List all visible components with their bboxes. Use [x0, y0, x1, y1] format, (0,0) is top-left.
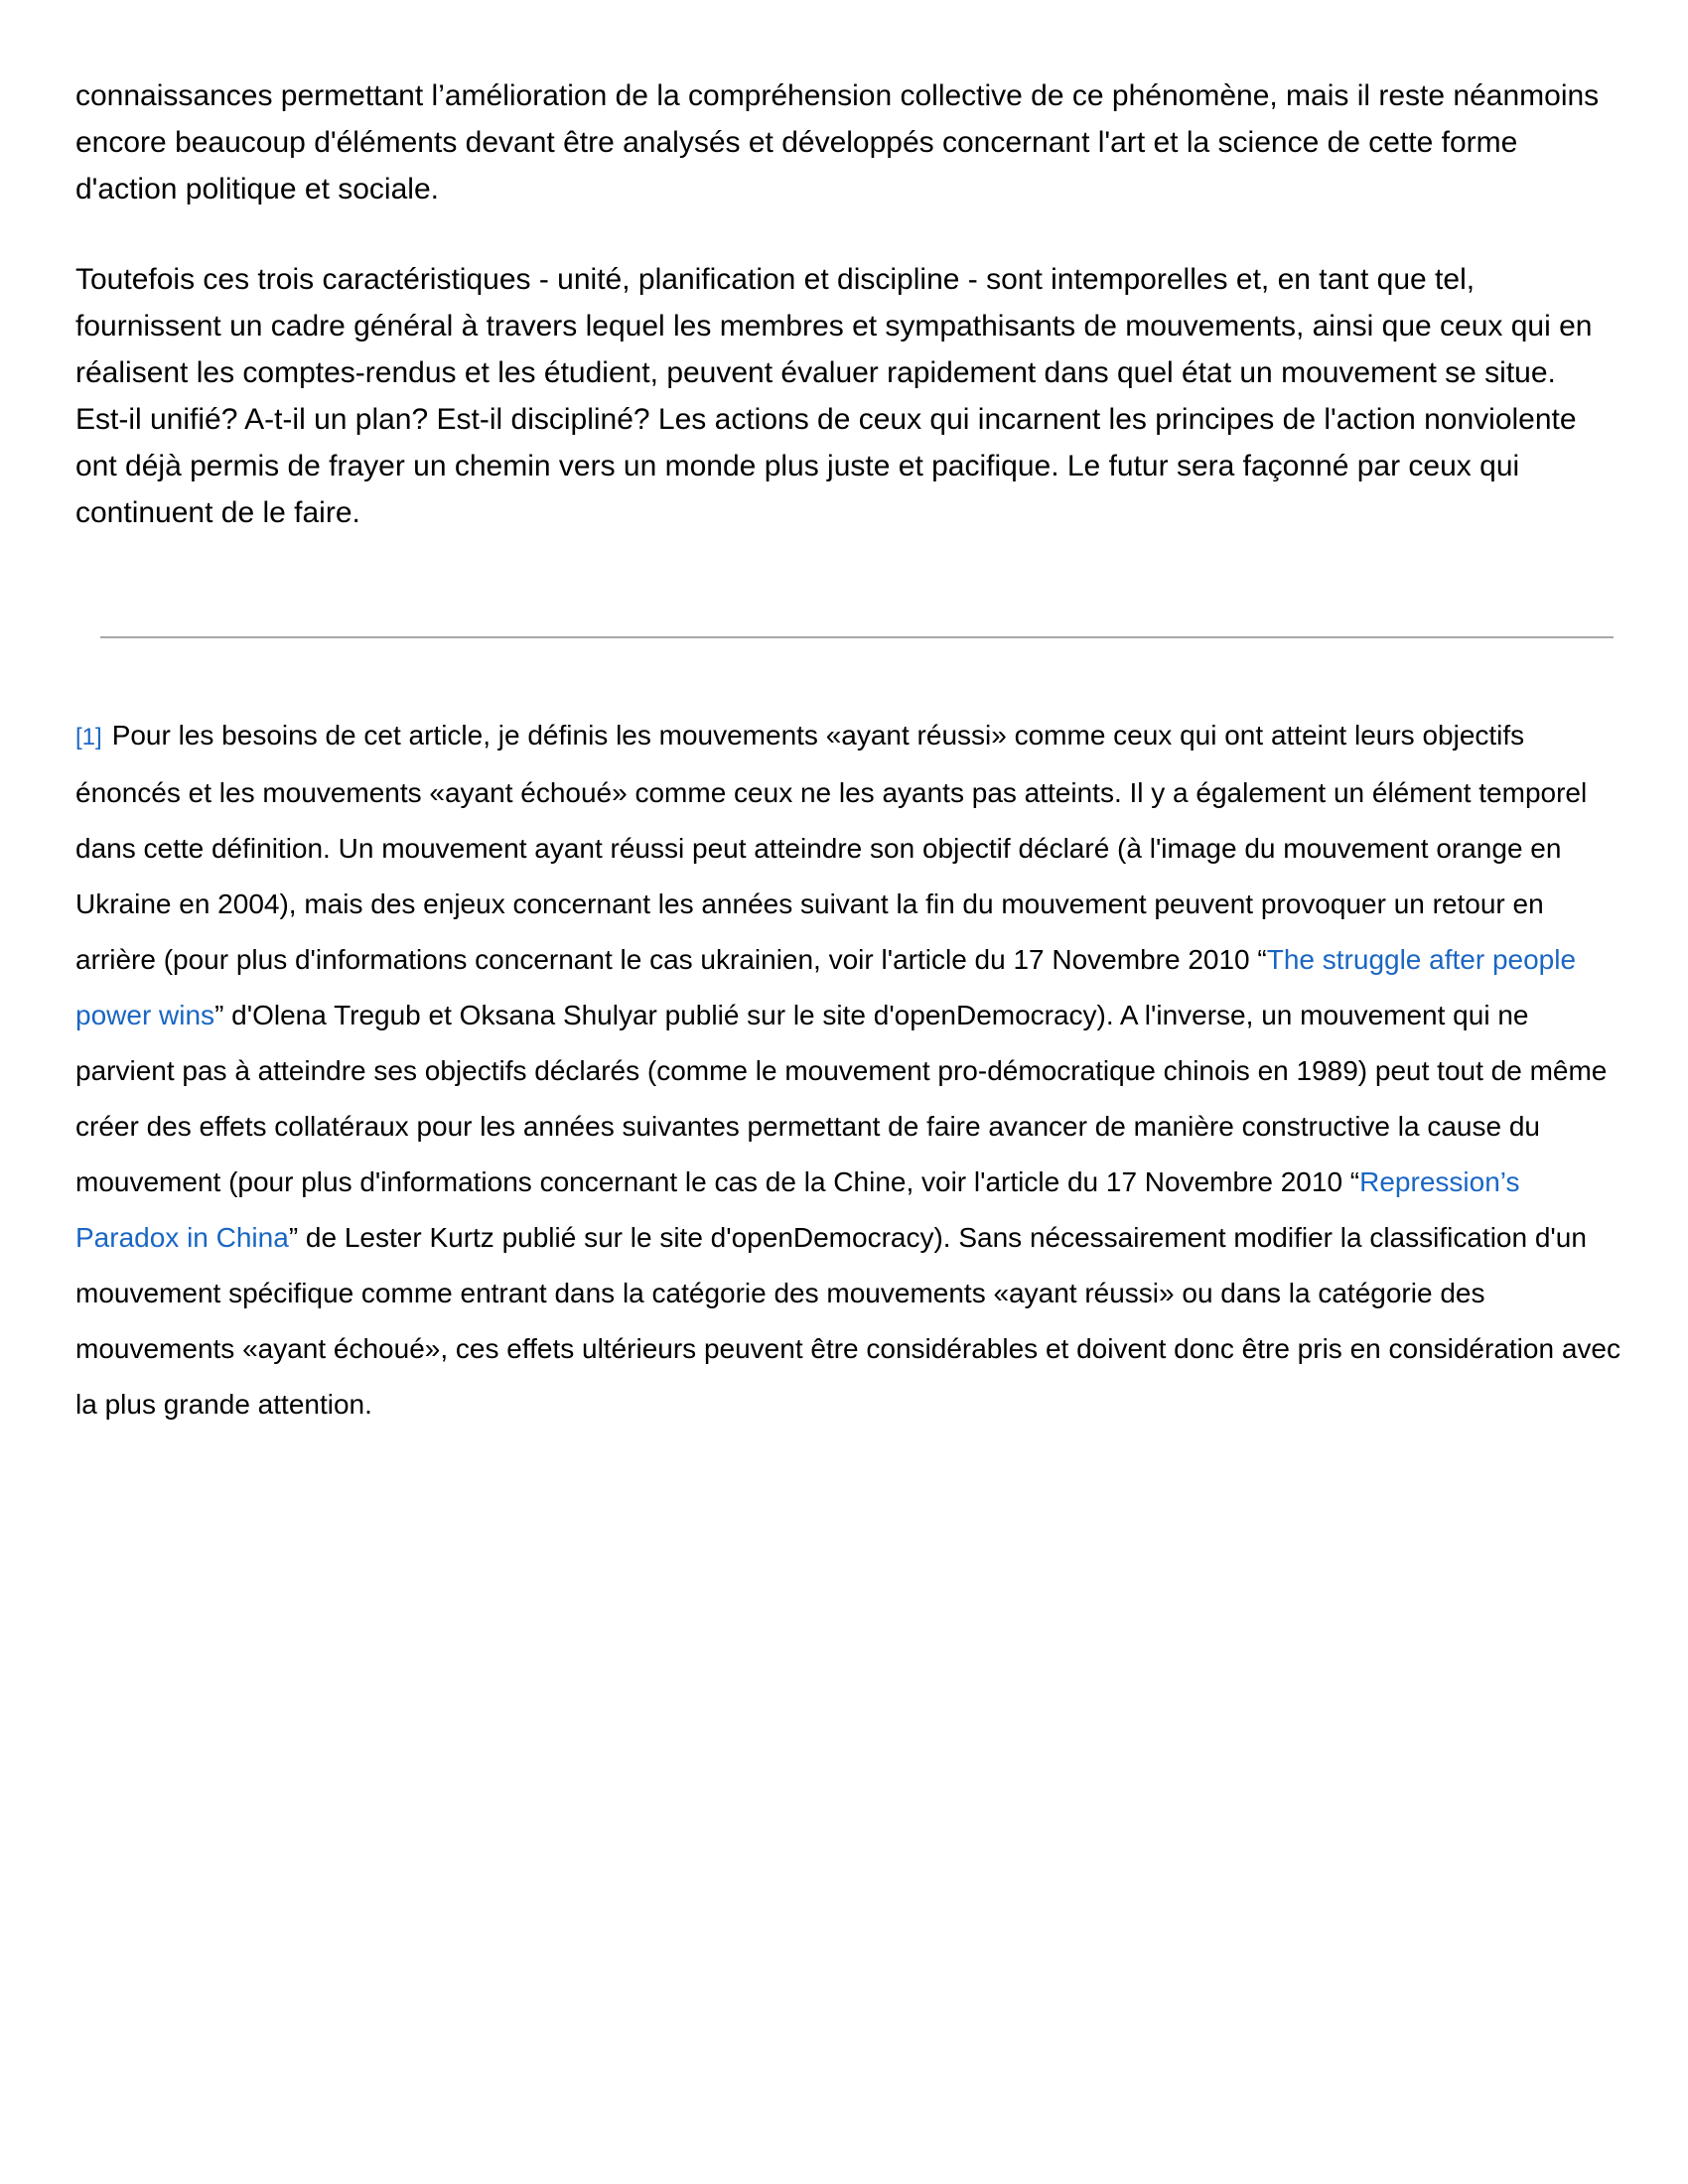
- body-paragraph-2: Toutefois ces trois caractéristiques - unité, planification et discipline - sont intemporelles et, en tant que tel, fournissent un cadre général à travers lequel les membres et sympathisants de mouvements, ainsi que ceux qui en réalisent les comptes-rendus et les étudient, peuvent évaluer rapidement dans quel état un mouvement se situe. Est-il unifié? A-t-il un plan? Est-il discipliné? Les actions de ceux qui incarnent les principes de l'action nonviolente ont déjà permis de frayer un chemin vers un monde plus juste et pacifique. Le futur sera façonné par ceux qui continuent de le faire.: [75, 263, 1593, 529]
- footnote-ref-link[interactable]: [1]: [75, 724, 102, 751]
- body-paragraph-1: connaissances permettant l’amélioration de la compréhension collective de ce phénomène, mais il reste néanmoins encore beaucoup d'éléments devant être analysés et développés concernant l'art et la science de cette forme d'action politique et sociale.: [75, 79, 1600, 205]
- footnote-1: [75, 708, 1624, 1433]
- link-struggle-after-people-power[interactable]: The struggle after people power wins: [75, 944, 1577, 1030]
- link-repressions-paradox-china[interactable]: Repression’s Paradox in China: [75, 1166, 1520, 1253]
- footnote-text-part-2: ” d'Olena Tregub et Oksana Shulyar publié sur le site d'openDemocracy). A l'inverse, un mouvement qui ne parvient pas à atteindre ses objectifs déclarés (comme le mouvement pro-démocratique chinois en 1989) peut tout de même créer des effets collatéraux pour les années suivantes permettant de faire avancer de manière constructive la cause du mouvement (pour plus d'informations concernant le cas de la Chine, voir l'article du 17 Novembre 2010 “: [75, 1000, 1608, 1197]
- footnote-text-part-3: ” de Lester Kurtz publié sur le site d'openDemocracy). Sans nécessairement modifier la classification d'un mouvement spécifique comme entrant dans la catégorie des mouvements «ayant réussi» ou dans la catégorie des mouvements «ayant échoué», ces effets ultérieurs peuvent être considérables et doivent donc être pris en considération avec la plus grande attention.: [75, 1222, 1620, 1420]
- footnote-text-part-1: Pour les besoins de cet article, je définis les mouvements «ayant réussi» comme ceux qui ont atteint leurs objectifs énoncés et les mouvements «ayant échoué» comme ceux ne les ayants pas atteints. Il y a également un élément temporel dans cette définition. Un mouvement ayant réussi peut atteindre son objectif déclaré (à l'image du mouvement orange en Ukraine en 2004), mais des enjeux concernant les années suivant la fin du mouvement peuvent provoquer un retour en arrière (pour plus d'informations concernant le cas ukrainien, voir l'article du 17 Novembre 2010 “: [75, 720, 1588, 975]
- footnote-separator: [100, 636, 1614, 638]
